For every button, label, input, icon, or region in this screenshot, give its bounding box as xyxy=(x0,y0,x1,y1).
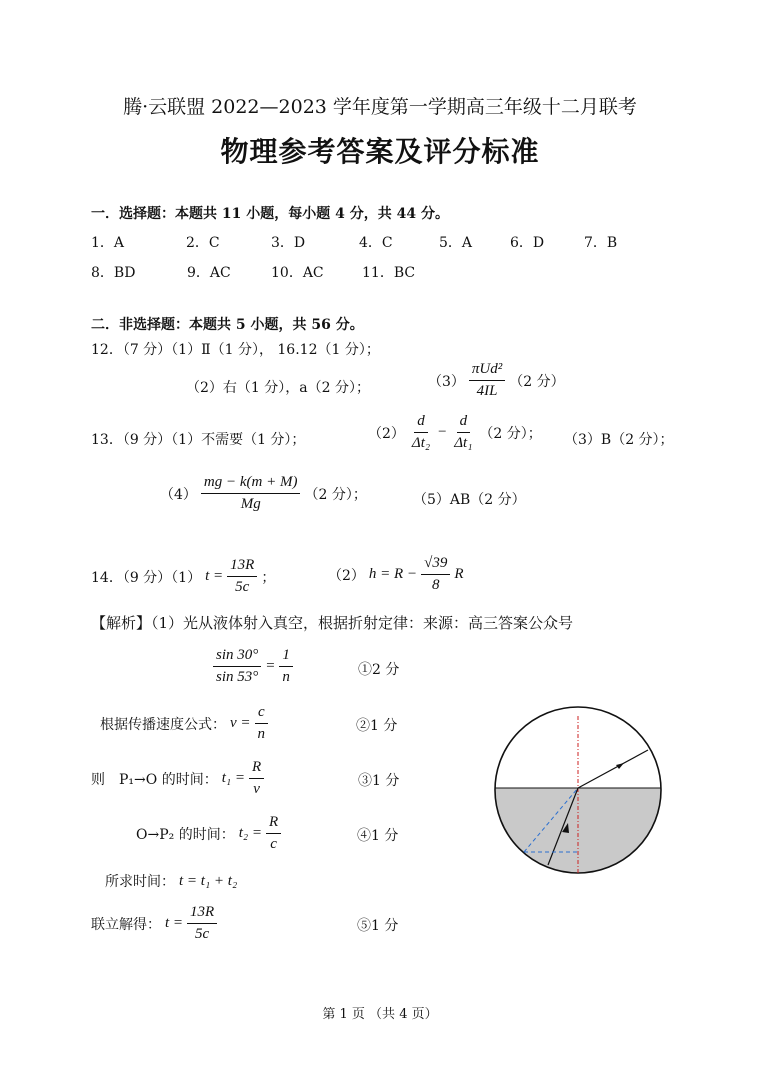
q14-eq3-label: 则 P₁→O 的时间： xyxy=(91,771,218,788)
fraction-denominator: c xyxy=(270,836,277,853)
equals-sign: = xyxy=(265,658,276,675)
subject-title: 物理参考答案及评分标准 xyxy=(220,135,540,168)
section1-heading: 一．选择题：本题共 11 小题，每小题 4 分，共 44 分。 xyxy=(91,206,449,222)
fraction-denominator: 8 xyxy=(431,577,440,594)
q14-eq1 xyxy=(213,647,293,687)
answer-5: 5．A xyxy=(439,235,473,251)
r-over-v-fraction xyxy=(249,759,264,799)
q14-ans2-fraction xyxy=(421,555,450,595)
fraction-denominator: v xyxy=(253,781,260,798)
q14-ans2-lhs: h = R − xyxy=(368,566,418,583)
q13-part4 xyxy=(160,474,367,514)
fraction-numerator: sin 30° xyxy=(213,647,261,667)
q13-part2 xyxy=(368,413,542,453)
fraction-denominator: Mg xyxy=(240,496,261,513)
fraction-numerator: 1 xyxy=(279,647,293,667)
q14-eq3-score: ③1 分 xyxy=(358,773,400,789)
q14-ans2-tail: R xyxy=(454,566,464,583)
c-over-n-fraction xyxy=(255,704,269,744)
refracted-ray xyxy=(578,750,648,788)
q14-eq2-lhs: v = xyxy=(230,715,251,732)
answer-1: 1．A xyxy=(91,235,125,251)
fraction-denominator: 5c xyxy=(235,579,250,596)
q14-eq3 xyxy=(91,759,264,799)
answer-9: 9．AC xyxy=(187,265,231,281)
q14-eq4-label: O→P₂ 的时间： xyxy=(136,826,235,843)
answer-2: 2．C xyxy=(186,235,220,251)
minus-sign: − xyxy=(437,424,448,441)
q13-part2-score: （2 分）； xyxy=(479,425,542,442)
q14-eq6-label: 联立解得： xyxy=(91,916,161,933)
fraction-denominator: n xyxy=(282,669,290,686)
q14-ans1-lhs: t = xyxy=(205,568,224,585)
fraction-numerator: 13R xyxy=(187,904,217,924)
answer-11: 11．BC xyxy=(362,265,416,281)
fraction-numerator: πUd² xyxy=(469,361,505,381)
fraction-numerator: R xyxy=(249,759,264,779)
fraction-numerator: √39 xyxy=(421,555,450,575)
r-over-c-fraction xyxy=(266,814,281,854)
q14-ans1-fraction xyxy=(227,557,257,597)
q14-eq1-score: ①2 分 xyxy=(358,662,400,678)
refracted-ray-arrow xyxy=(616,763,624,769)
q14-eq4-lhs: t₂ = xyxy=(238,825,262,842)
refraction-diagram xyxy=(490,702,666,878)
q14-eq2 xyxy=(100,704,268,744)
fraction-numerator: mg − k(m + M) xyxy=(201,474,301,494)
fraction-denominator: sin 53° xyxy=(216,669,259,686)
q12-part3-score: （2 分） xyxy=(509,373,565,390)
exam-title: 腾·云联盟 2022—2023 学年度第一学期高三年级十二月联考 xyxy=(123,96,637,118)
q13-fraction-4 xyxy=(201,474,301,514)
q13-fraction-2 xyxy=(451,413,475,453)
answer-4: 4．C xyxy=(359,235,393,251)
answer-10: 10．AC xyxy=(271,265,324,281)
q14-eq6-score: ⑤1 分 xyxy=(357,918,399,934)
one-over-n-fraction xyxy=(279,647,293,687)
q13-fraction-1 xyxy=(409,413,433,453)
sine-ratio-fraction xyxy=(213,647,261,687)
q12-part2: （2）右（1 分），a（2 分）； xyxy=(186,380,370,396)
q14-label: 14．（9 分）（1） xyxy=(91,569,202,586)
fraction-denominator: Δt₂ xyxy=(411,435,431,452)
answer-3: 3．D xyxy=(271,235,306,251)
fraction-denominator: 4IL xyxy=(476,383,498,400)
q13-part4-label: （4） xyxy=(160,486,197,503)
fraction-numerator: 13R xyxy=(227,557,257,577)
q14-eq4 xyxy=(136,814,281,854)
q13-part2-label: （2） xyxy=(368,425,405,442)
q12-resistivity-fraction xyxy=(469,361,505,401)
q14-part2 xyxy=(328,555,464,595)
final-time-fraction xyxy=(187,904,217,944)
q14-eq6 xyxy=(91,904,217,944)
q14-eq5-label: 所求时间： xyxy=(105,874,175,890)
fraction-numerator: c xyxy=(255,704,268,724)
q13-part3: （3）B（2 分）； xyxy=(564,432,674,448)
q14-part2-label: （2） xyxy=(328,567,365,584)
section2-heading: 二．非选择题：本题共 5 小题，共 56 分。 xyxy=(91,317,364,333)
answer-7: 7．B xyxy=(584,235,618,251)
page-number: 第 1 页 （共 4 页） xyxy=(322,1007,438,1022)
q13-part1: 13．（9 分）（1）不需要（1 分）； xyxy=(91,432,306,448)
fraction-numerator: R xyxy=(266,814,281,834)
q12-part3 xyxy=(428,361,565,401)
q13-part5: （5）AB（2 分） xyxy=(413,492,526,508)
q12-line1: 12．（7 分）（1）Ⅱ（1 分）， 16.12（1 分）； xyxy=(91,342,380,358)
q14-eq4-score: ④1 分 xyxy=(357,828,399,844)
fraction-numerator: d xyxy=(457,413,471,433)
answer-8: 8．BD xyxy=(91,265,136,281)
fraction-denominator: 5c xyxy=(195,926,210,943)
q14-eq5 xyxy=(105,871,237,891)
fraction-denominator: Δt₁ xyxy=(454,435,473,452)
q14-eq5-expr: t = t₁ + t₂ xyxy=(179,872,238,889)
q14-eq2-score: ②1 分 xyxy=(356,718,398,734)
q12-part3-label: （3） xyxy=(428,373,465,390)
answer-6: 6．D xyxy=(510,235,545,251)
q14-answers xyxy=(91,557,275,597)
fraction-numerator: d xyxy=(414,413,428,433)
q13-part4-score: （2 分）； xyxy=(304,486,367,503)
q14-eq6-lhs: t = xyxy=(165,915,184,932)
q14-eq3-lhs: t₁ = xyxy=(221,770,245,787)
q14-sep: ； xyxy=(261,569,276,586)
q14-analysis: 【解析】（1）光从液体射入真空，根据折射定律：来源：高三答案公众号 xyxy=(91,614,574,632)
fraction-denominator: n xyxy=(257,726,266,743)
q14-eq2-label: 根据传播速度公式： xyxy=(100,716,226,733)
